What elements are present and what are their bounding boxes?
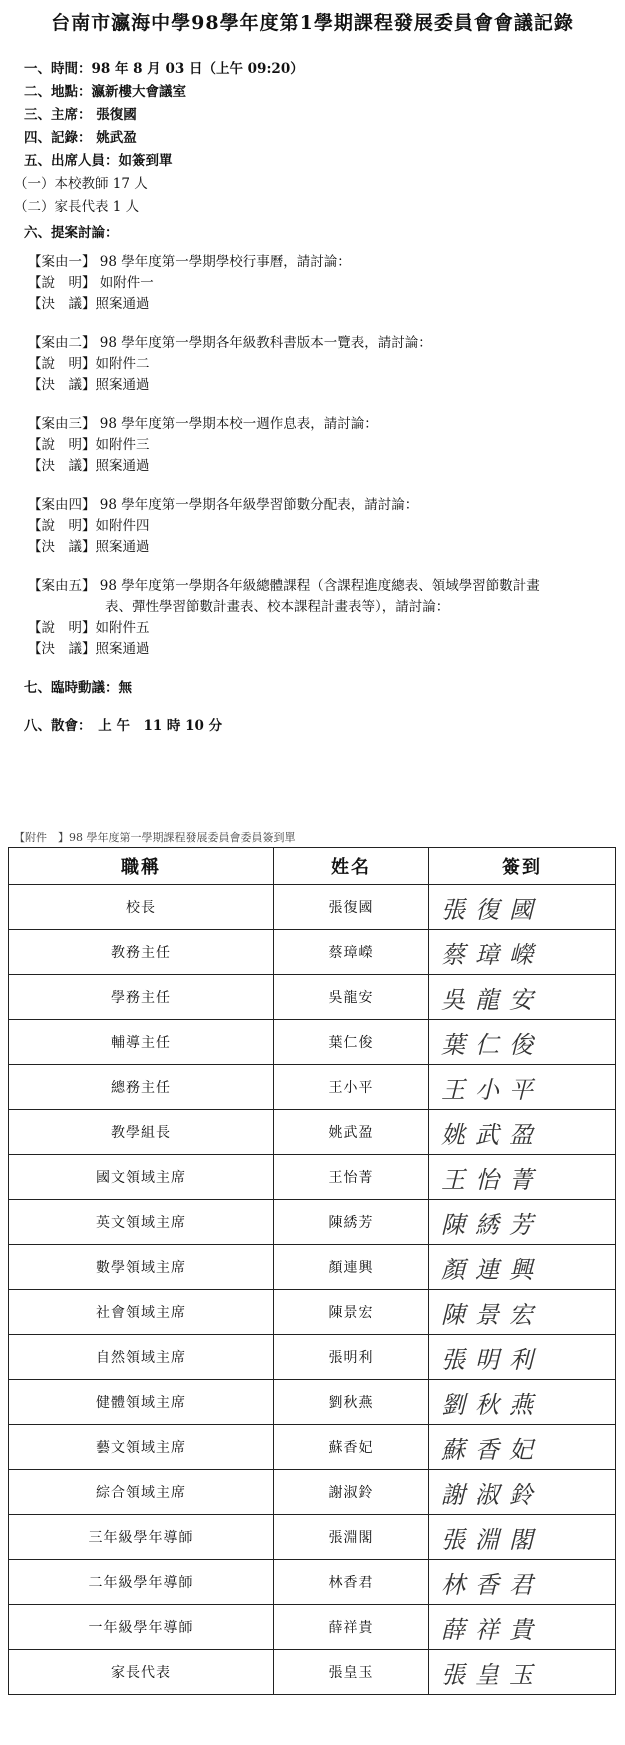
signature-cell: 薛祥貴: [429, 1605, 616, 1650]
name-cell: 張復國: [274, 885, 429, 930]
signature-cell: 林香君: [429, 1560, 616, 1605]
table-row: [9, 1380, 616, 1425]
case-2-decision: 【決 議】照案通過: [28, 377, 150, 393]
section-adjourn: 八、散會： 上 午 11 時 10 分: [24, 718, 223, 734]
table-row: [9, 1560, 616, 1605]
sign-sheet-caption: 【附件 】98 學年度第一學期課程發展委員會委員簽到單: [14, 831, 296, 844]
sign-in-table: [8, 847, 616, 1695]
signature-cell: 王小平: [429, 1065, 616, 1110]
table-row: [9, 1650, 616, 1695]
header-signature: 簽到: [429, 848, 616, 885]
table-row: [9, 885, 616, 930]
role-cell: 教務主任: [9, 930, 274, 975]
case-1-note: 【說 明】 如附件一: [28, 275, 154, 291]
signature-cell: 劉秋燕: [429, 1380, 616, 1425]
case-4-label: 【案由四】 98 學年度第一學期各年級學習節數分配表，請討論：: [28, 497, 419, 513]
name-cell: 王怡菁: [274, 1155, 429, 1200]
signature-cell: 張明利: [429, 1335, 616, 1380]
signature-cell: 蔡璋嶸: [429, 930, 616, 975]
name-cell: 顏連興: [274, 1245, 429, 1290]
case-3-decision: 【決 議】照案通過: [28, 458, 150, 474]
info-recorder: 四、記錄： 姚武盈: [24, 130, 137, 146]
table-row: [9, 1110, 616, 1155]
signature-cell: 陳綉芳: [429, 1200, 616, 1245]
case-2-label: 【案由二】 98 學年度第一學期各年級教科書版本一覽表，請討論：: [28, 335, 432, 351]
role-cell: 自然領域主席: [9, 1335, 274, 1380]
role-cell: 藝文領域主席: [9, 1425, 274, 1470]
case-5-note: 【說 明】如附件五: [28, 620, 150, 636]
role-cell: 總務主任: [9, 1065, 274, 1110]
info-teachers: （一）本校教師 17 人: [14, 176, 148, 192]
signature-cell: 陳景宏: [429, 1290, 616, 1335]
case-2-note: 【說 明】如附件二: [28, 356, 150, 372]
table-header-row: [9, 848, 616, 885]
case-1-label: 【案由一】 98 學年度第一學期學校行事曆，請討論：: [28, 254, 351, 270]
table-row: [9, 1065, 616, 1110]
table-row: [9, 975, 616, 1020]
case-1-decision: 【決 議】照案通過: [28, 296, 150, 312]
table-row: [9, 1245, 616, 1290]
role-cell: 社會領域主席: [9, 1290, 274, 1335]
name-cell: 蘇香妃: [274, 1425, 429, 1470]
role-cell: 英文領域主席: [9, 1200, 274, 1245]
role-cell: 一年級學年導師: [9, 1605, 274, 1650]
case-4-decision: 【決 議】照案通過: [28, 539, 150, 555]
case-5-label: 【案由五】 98 學年度第一學期各年級總體課程（含課程進度總表、領域學習節數計畫: [28, 578, 540, 594]
table-row: [9, 1425, 616, 1470]
role-cell: 家長代表: [9, 1650, 274, 1695]
info-attendees: 五、出席人員：如簽到單: [24, 153, 173, 169]
name-cell: 薛祥貴: [274, 1605, 429, 1650]
signature-cell: 蘇香妃: [429, 1425, 616, 1470]
table-row: [9, 1515, 616, 1560]
table-row: [9, 1605, 616, 1650]
role-cell: 輔導主任: [9, 1020, 274, 1065]
name-cell: 吳龍安: [274, 975, 429, 1020]
name-cell: 林香君: [274, 1560, 429, 1605]
role-cell: 國文領域主席: [9, 1155, 274, 1200]
role-cell: 學務主任: [9, 975, 274, 1020]
header-name: 姓名: [274, 848, 429, 885]
role-cell: 健體領域主席: [9, 1380, 274, 1425]
signature-cell: 張皇玉: [429, 1650, 616, 1695]
name-cell: 王小平: [274, 1065, 429, 1110]
table-row: [9, 1470, 616, 1515]
table-row: [9, 1290, 616, 1335]
signature-cell: 吳龍安: [429, 975, 616, 1020]
case-5-label-cont: 表、彈性學習節數計畫表、校本課程計畫表等），請討論：: [105, 599, 450, 615]
name-cell: 張皇玉: [274, 1650, 429, 1695]
table-row: [9, 1020, 616, 1065]
role-cell: 三年級學年導師: [9, 1515, 274, 1560]
name-cell: 張淵閣: [274, 1515, 429, 1560]
info-parents: （二）家長代表 1 人: [14, 199, 140, 215]
role-cell: 校長: [9, 885, 274, 930]
signature-cell: 葉仁俊: [429, 1020, 616, 1065]
role-cell: 數學領域主席: [9, 1245, 274, 1290]
name-cell: 劉秋燕: [274, 1380, 429, 1425]
table-row: [9, 1335, 616, 1380]
info-chair: 三、主席： 張復國: [24, 107, 137, 123]
section-proposals: 六、提案討論：: [24, 225, 119, 241]
signature-cell: 張復國: [429, 885, 616, 930]
case-3-label: 【案由三】 98 學年度第一學期本校一週作息表，請討論：: [28, 416, 378, 432]
name-cell: 姚武盈: [274, 1110, 429, 1155]
name-cell: 陳景宏: [274, 1290, 429, 1335]
role-cell: 綜合領域主席: [9, 1470, 274, 1515]
signature-cell: 謝淑鈴: [429, 1470, 616, 1515]
role-cell: 教學組長: [9, 1110, 274, 1155]
header-title: 職稱: [9, 848, 274, 885]
page-title: 台南市瀛海中學98學年度第1學期課程發展委員會會議記錄: [51, 12, 574, 34]
name-cell: 蔡璋嶸: [274, 930, 429, 975]
name-cell: 謝淑鈴: [274, 1470, 429, 1515]
role-cell: 二年級學年導師: [9, 1560, 274, 1605]
case-4-note: 【說 明】如附件四: [28, 518, 150, 534]
name-cell: 張明利: [274, 1335, 429, 1380]
signature-cell: 顏連興: [429, 1245, 616, 1290]
case-3-note: 【說 明】如附件三: [28, 437, 150, 453]
table-row: [9, 930, 616, 975]
signature-cell: 姚武盈: [429, 1110, 616, 1155]
case-5-decision: 【決 議】照案通過: [28, 641, 150, 657]
info-location: 二、地點：瀛新樓大會議室: [24, 84, 186, 100]
info-time: 一、時間：98 年 8 月 03 日（上午 09:20）: [24, 61, 304, 77]
table-row: [9, 1200, 616, 1245]
section-motions: 七、臨時動議：無: [24, 680, 132, 696]
name-cell: 陳綉芳: [274, 1200, 429, 1245]
table-row: [9, 1155, 616, 1200]
name-cell: 葉仁俊: [274, 1020, 429, 1065]
signature-cell: 王怡菁: [429, 1155, 616, 1200]
signature-cell: 張淵閣: [429, 1515, 616, 1560]
